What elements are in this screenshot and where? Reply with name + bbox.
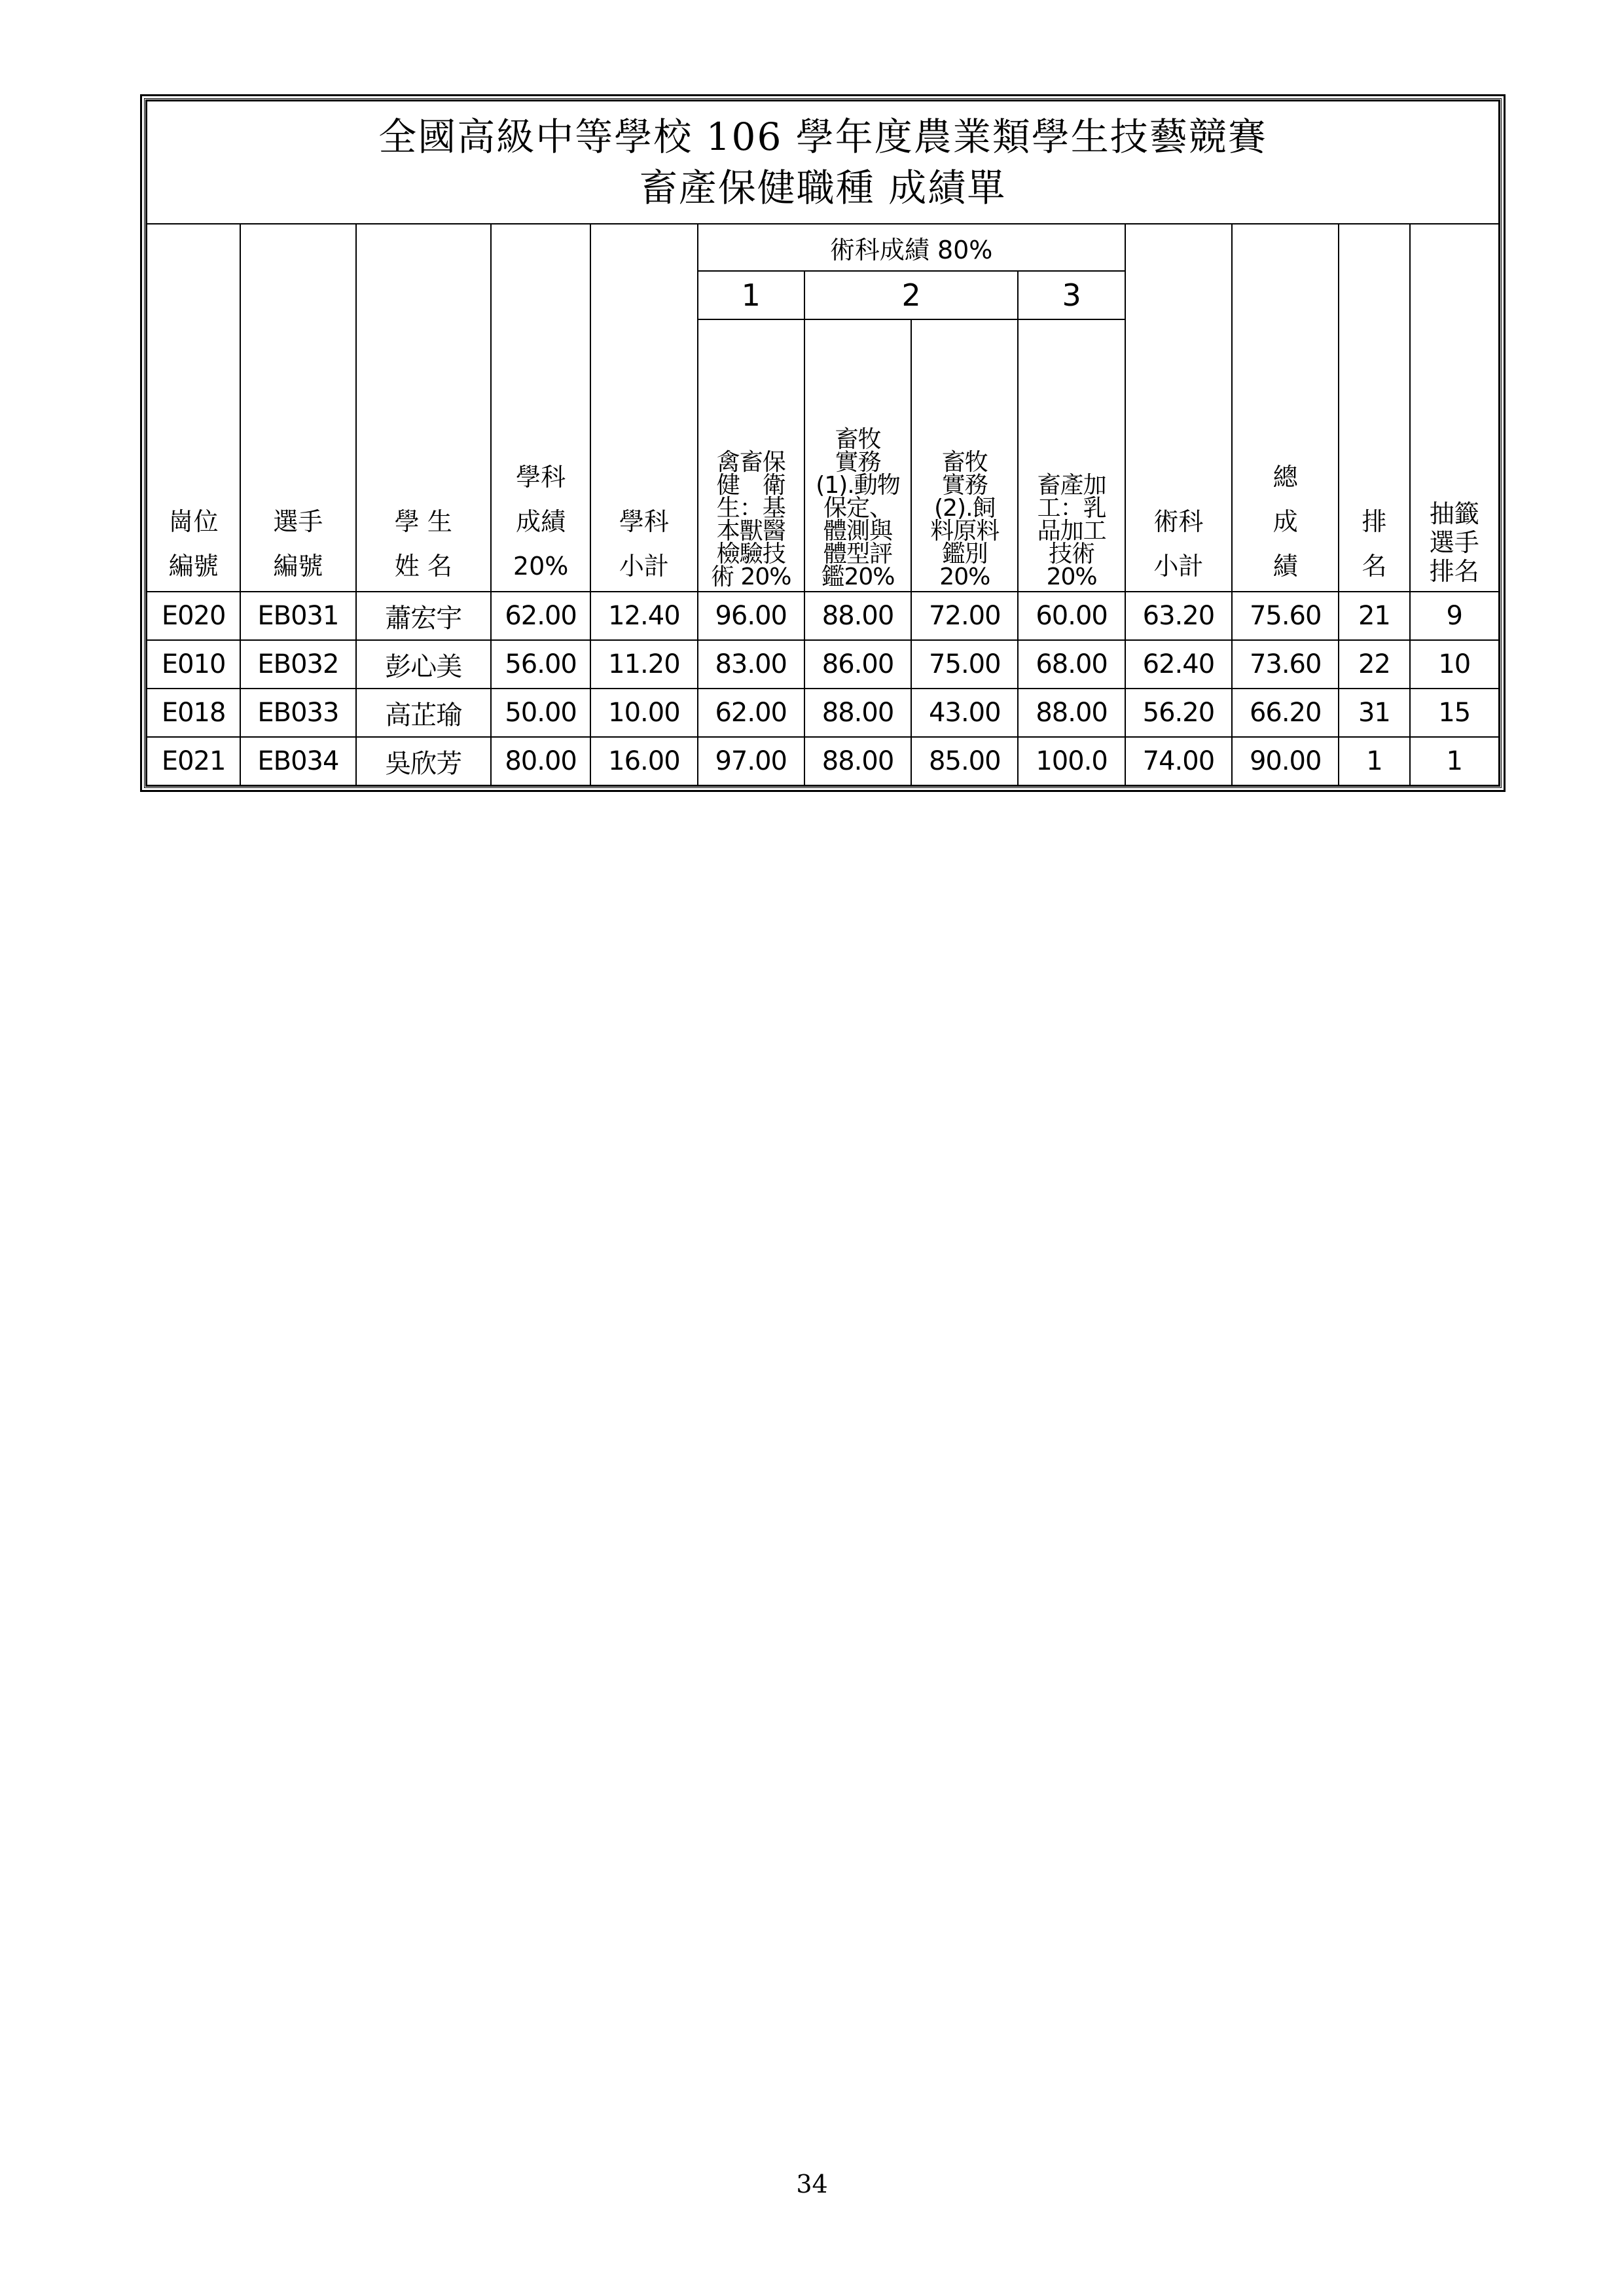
cell-draw-rank: 15 xyxy=(1410,689,1499,737)
cell-academic-subtotal: 16.00 xyxy=(590,737,697,785)
header-draw-rank: 抽籤 選手 排名 xyxy=(1410,224,1499,592)
cell-practical-subtotal: 62.40 xyxy=(1125,640,1232,689)
cell-practical-subtotal: 74.00 xyxy=(1125,737,1232,785)
cell-post-no: E020 xyxy=(147,592,240,640)
header-item-2b: 畜牧 實務 (2).飼 料原料 鑑別 20% xyxy=(911,319,1018,592)
cell-item-3-score: 88.00 xyxy=(1018,689,1125,737)
header-practical-subtotal: 術科 小計 xyxy=(1125,224,1232,592)
cell-player-no: EB034 xyxy=(240,737,355,785)
score-sheet xyxy=(144,98,1502,788)
table-row xyxy=(147,689,1499,737)
cell-item-2b-score: 72.00 xyxy=(911,592,1018,640)
cell-post-no: E010 xyxy=(147,640,240,689)
score-table xyxy=(146,100,1500,786)
title-line-2: 畜產保健職種 成績單 xyxy=(639,166,1007,210)
cell-academic-subtotal: 12.40 xyxy=(590,592,697,640)
cell-rank: 1 xyxy=(1339,737,1409,785)
cell-item-1-score: 62.00 xyxy=(698,689,804,737)
cell-total-score: 75.60 xyxy=(1232,592,1339,640)
cell-student-name: 彭心美 xyxy=(356,640,491,689)
cell-player-no: EB033 xyxy=(240,689,355,737)
cell-rank: 22 xyxy=(1339,640,1409,689)
cell-total-score: 66.20 xyxy=(1232,689,1339,737)
cell-item-2a-score: 88.00 xyxy=(804,592,911,640)
cell-item-2b-score: 75.00 xyxy=(911,640,1018,689)
cell-player-no: EB031 xyxy=(240,592,355,640)
header-item-3: 畜產加 工：乳 品加工 技術 20% xyxy=(1018,319,1125,592)
title-line-1: 全國高級中等學校 106 學年度農業類學生技藝競賽 xyxy=(378,115,1267,159)
header-rank: 排 名 xyxy=(1339,224,1409,592)
cell-item-3-score: 68.00 xyxy=(1018,640,1125,689)
cell-student-name: 吳欣芳 xyxy=(356,737,491,785)
header-total: 總 成 績 xyxy=(1232,224,1339,592)
table-row xyxy=(147,737,1499,785)
sheet-title xyxy=(147,101,1499,224)
cell-item-1-score: 83.00 xyxy=(698,640,804,689)
cell-item-1-score: 97.00 xyxy=(698,737,804,785)
cell-rank: 31 xyxy=(1339,689,1409,737)
cell-player-no: EB032 xyxy=(240,640,355,689)
cell-item-2a-score: 88.00 xyxy=(804,689,911,737)
cell-item-3-score: 60.00 xyxy=(1018,592,1125,640)
cell-academic-score: 56.00 xyxy=(491,640,590,689)
cell-draw-rank: 9 xyxy=(1410,592,1499,640)
group-number-3: 3 xyxy=(1018,271,1125,319)
score-rows xyxy=(147,592,1499,785)
header-player-no: 選手 編號 xyxy=(240,224,355,592)
page-number: 34 xyxy=(796,2170,828,2198)
header-student-name: 學 生 姓 名 xyxy=(356,224,491,592)
cell-item-2b-score: 85.00 xyxy=(911,737,1018,785)
cell-student-name: 蕭宏宇 xyxy=(356,592,491,640)
cell-item-2a-score: 86.00 xyxy=(804,640,911,689)
cell-academic-subtotal: 10.00 xyxy=(590,689,697,737)
header-item-1: 禽畜保 健 衛 生：基 本獸醫 檢驗技 術 20% xyxy=(698,319,804,592)
cell-practical-subtotal: 63.20 xyxy=(1125,592,1232,640)
cell-academic-score: 80.00 xyxy=(491,737,590,785)
header-academic-score: 學科 成績 20% xyxy=(491,224,590,592)
cell-academic-subtotal: 11.20 xyxy=(590,640,697,689)
table-row xyxy=(147,592,1499,640)
header-practical-group: 術科成績 80% xyxy=(698,224,1125,271)
header-item-2a: 畜牧 實務 (1).動物 保定、 體測與 體型評 鑑20% xyxy=(804,319,911,592)
table-row xyxy=(147,640,1499,689)
cell-item-1-score: 96.00 xyxy=(698,592,804,640)
cell-post-no: E021 xyxy=(147,737,240,785)
header-post-no: 崗位 編號 xyxy=(147,224,240,592)
cell-item-3-score: 100.0 xyxy=(1018,737,1125,785)
cell-practical-subtotal: 56.20 xyxy=(1125,689,1232,737)
group-number-1: 1 xyxy=(698,271,804,319)
cell-item-2b-score: 43.00 xyxy=(911,689,1018,737)
cell-rank: 21 xyxy=(1339,592,1409,640)
cell-student-name: 高芷瑜 xyxy=(356,689,491,737)
group-number-2: 2 xyxy=(804,271,1019,319)
cell-item-2a-score: 88.00 xyxy=(804,737,911,785)
header-academic-subtotal: 學科 小計 xyxy=(590,224,697,592)
cell-academic-score: 62.00 xyxy=(491,592,590,640)
cell-draw-rank: 1 xyxy=(1410,737,1499,785)
cell-draw-rank: 10 xyxy=(1410,640,1499,689)
cell-post-no: E018 xyxy=(147,689,240,737)
cell-total-score: 73.60 xyxy=(1232,640,1339,689)
cell-academic-score: 50.00 xyxy=(491,689,590,737)
cell-total-score: 90.00 xyxy=(1232,737,1339,785)
